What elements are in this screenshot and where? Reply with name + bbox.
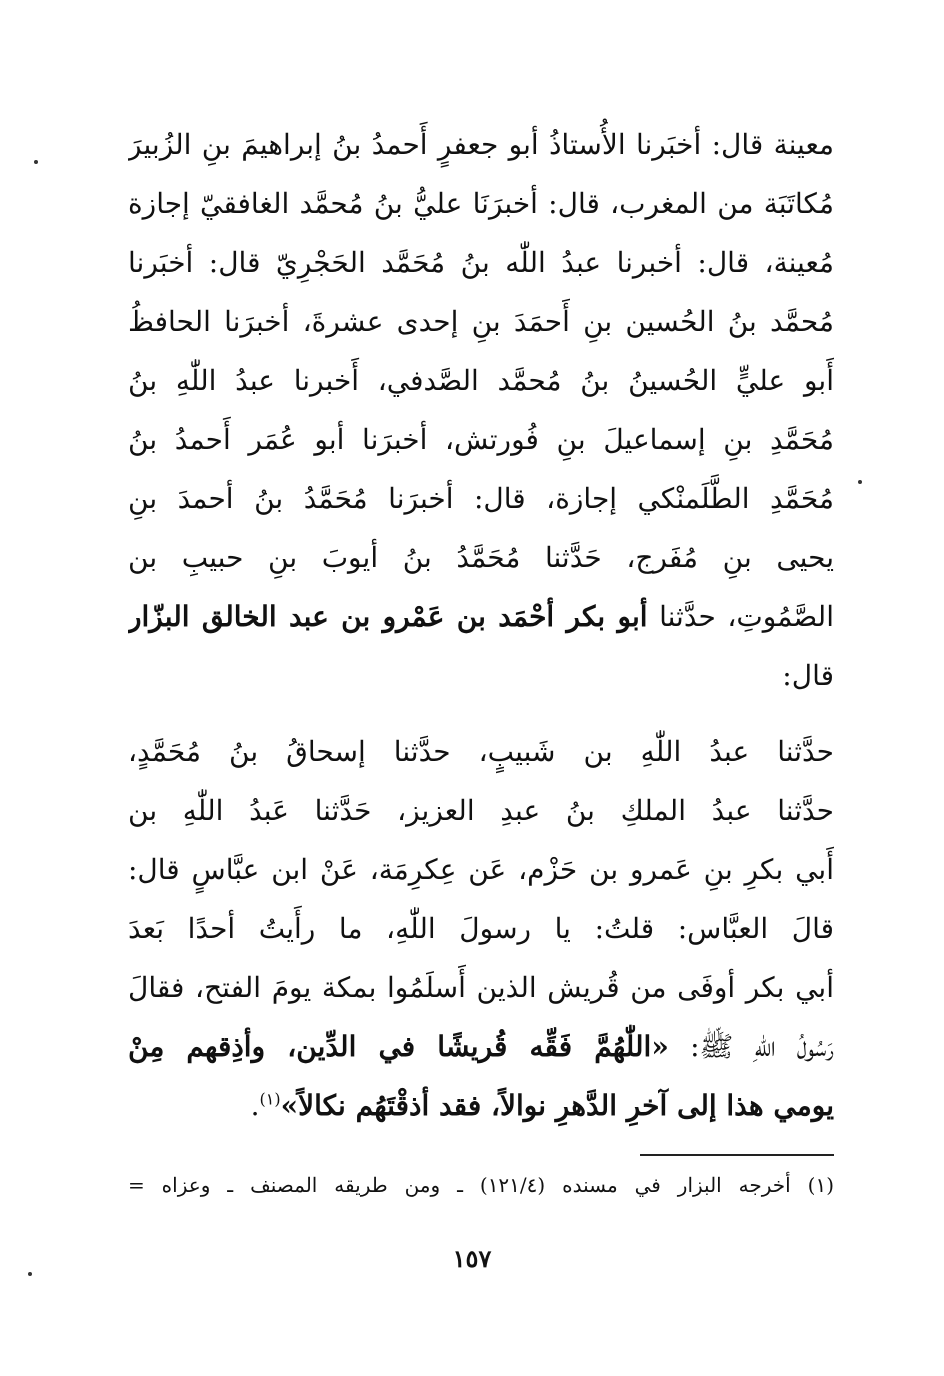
bold-prophetic-quote: يومي هذا إلى آخرِ الدَّهرِ نوالاً، فقد أذقْتَهُم نكالاً» [280,1089,834,1122]
footnote-marker: (١) [259,1089,281,1109]
hadith-paragraph [128,722,834,1135]
text-segment: الصَّمُوتِ، حدَّثنا [659,600,834,633]
text-line: أَبي بكرِ بنِ عَمرو بن حَزْم، عَن عِكرِمَة، عَنْ ابن عبَّاسٍ قال: [128,853,834,886]
text-segment: رَسُولُ اللّٰهِ ﷺ: [690,1030,834,1063]
text-line: حدَّثنا عبدُ الملكِ بنُ عبدِ العزيز، حَدَّثنا عَبدُ اللّٰهِ بن [128,794,834,827]
text-line: يحيى بنِ مُفَرج، حَدَّثنا مُحَمَّدُ بنُ أيوبَ بنِ حبيبِ بن [128,541,834,574]
text-line: مُكاتَبَة من المغرب، قال: أخبرَنَا عليُّ بنُ مُحمَّد الغافقيّ إجازة [128,187,834,220]
text-line: قال: [782,659,834,692]
text-line: أبي بكر أوفَى من قُريش الذين أَسلَمُوا بمكة يومَ الفتح، فقالَ [128,971,834,1004]
text-line: مُحَمَّدِ الطَّلَمنْكي إجازة، قال: أخبرَنا مُحَمَّدُ بنُ أحمدَ بنِ [128,482,834,515]
text-segment: . [250,1089,260,1122]
text-line [128,1017,834,1076]
text-line: أَبو عليٍّ الحُسينُ بنُ مُحمَّد الصَّدفي، أَخبرنا عبدُ اللّٰهِ بنُ [128,364,834,397]
page-number: ١٥٧ [452,1244,492,1273]
bold-narrator-name: أبو بكر أحْمَد بن عَمْرو بن عبد الخالق البزّار [128,600,648,633]
isnad-paragraph [128,115,834,705]
text-line: مُحمَّد بنُ الحُسين بنِ أَحمَدَ بنِ إحدى عشرةَ، أخبرَنا الحافظُ [128,305,834,338]
margin-speck [858,480,862,484]
text-line: مُعينة، قال: أخبرنا عبدُ اللّٰه بنُ مُحَمَّد الحَجْرِيّ قال: أخبَرنا [128,246,834,279]
footnote-text: (١) أخرجه البزار في مسنده (١٢١/٤) ـ ومن طريقه المصنف ـ وعزاه = [128,1173,834,1197]
text-line: مُحَمَّدِ بنِ إسماعيلَ بنِ فُورتش، أخبرَنا أبو عُمَر أَحمدُ بنُ [128,423,834,456]
text-line: معينة قال: أخبَرنا الأُستاذُ أبو جعفرٍ أَحمدُ بنُ إبراهيمَ بنِ الزُبيرَ [128,128,834,161]
text-line: حدَّثنا عبدُ اللّٰهِ بن شَبيبٍ، حدَّثنا إسحاقُ بنُ مُحَمَّدٍ، [128,735,834,768]
margin-speck [34,160,38,164]
text-line [128,587,834,646]
footnote-divider [640,1154,834,1156]
bold-prophetic-quote: «اللّٰهُمَّ فَقِّه قُريشًا في الدِّين، وأذِقهم مِنْ [128,1030,669,1063]
text-line: قالَ العبَّاس: قلتُ: يا رسولَ اللّٰهِ، ما رأَيتُ أحدًا بَعدَ [128,912,834,945]
text-line [128,1076,834,1135]
